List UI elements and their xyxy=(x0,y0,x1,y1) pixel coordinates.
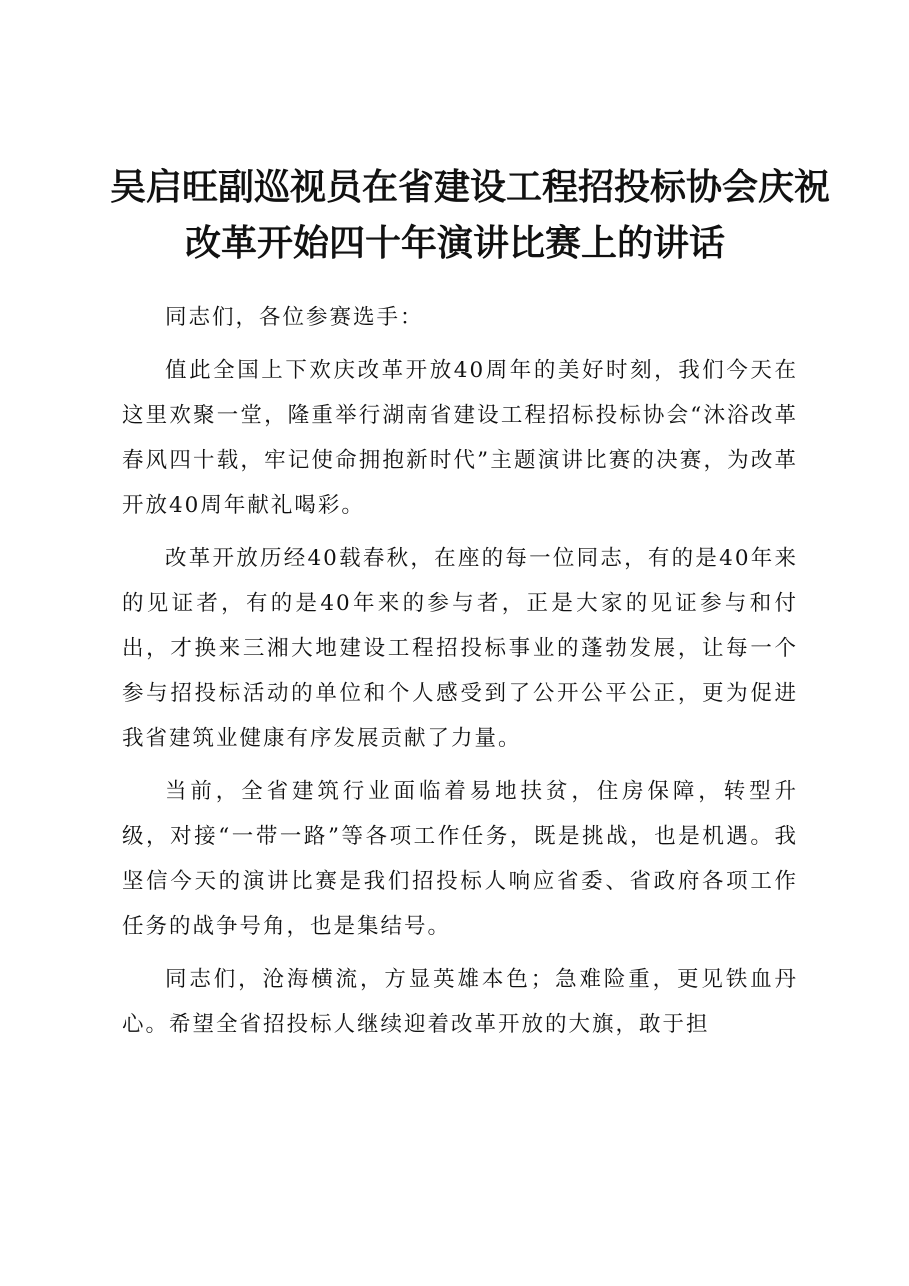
title-line-2: 改革开始四十年演讲比赛上的讲话 xyxy=(184,223,725,264)
paragraph-salutation: 同志们，各位参赛选手： xyxy=(165,305,424,330)
paragraph: 当前，全省建筑行业面临着易地扶贫，住房保障，转型升级，对接“一带一路”等各项工作任务，既是挑战，也是机遇。我坚信今天的演讲比赛是我们招投标人响应省委、省政府各项工作任务的战争号角，也是集结号。 xyxy=(122,779,798,939)
document-title xyxy=(110,160,831,272)
title-line-1: 吴启旺副巡视员在省建设工程招投标协会庆祝 xyxy=(110,167,831,208)
paragraph: 值此全国上下欢庆改革开放40周年的美好时刻，我们今天在这里欢聚一堂，隆重举行湖南省建设工程招标投标协会“沐浴改革春风四十载，牢记使命拥抱新时代”主题演讲比赛的决赛，为改革开放40周年献礼喝彩。 xyxy=(122,358,798,518)
document-body xyxy=(122,295,798,1055)
paragraph: 改革开放历经40载春秋，在座的每一位同志，有的是40年来的见证者，有的是40年来的参与者，正是大家的见证参与和付出，才换来三湘大地建设工程招投标事业的蓬勃发展，让每一个参与招投标活动的单位和个人感受到了公开公平公正，更为促进我省建筑业健康有序发展贡献了力量。 xyxy=(122,546,798,751)
paragraph: 同志们，沧海横流，方显英雄本色；急难险重，更见铁血丹心。希望全省招投标人继续迎着改革开放的大旗，敢于担 xyxy=(122,967,798,1037)
